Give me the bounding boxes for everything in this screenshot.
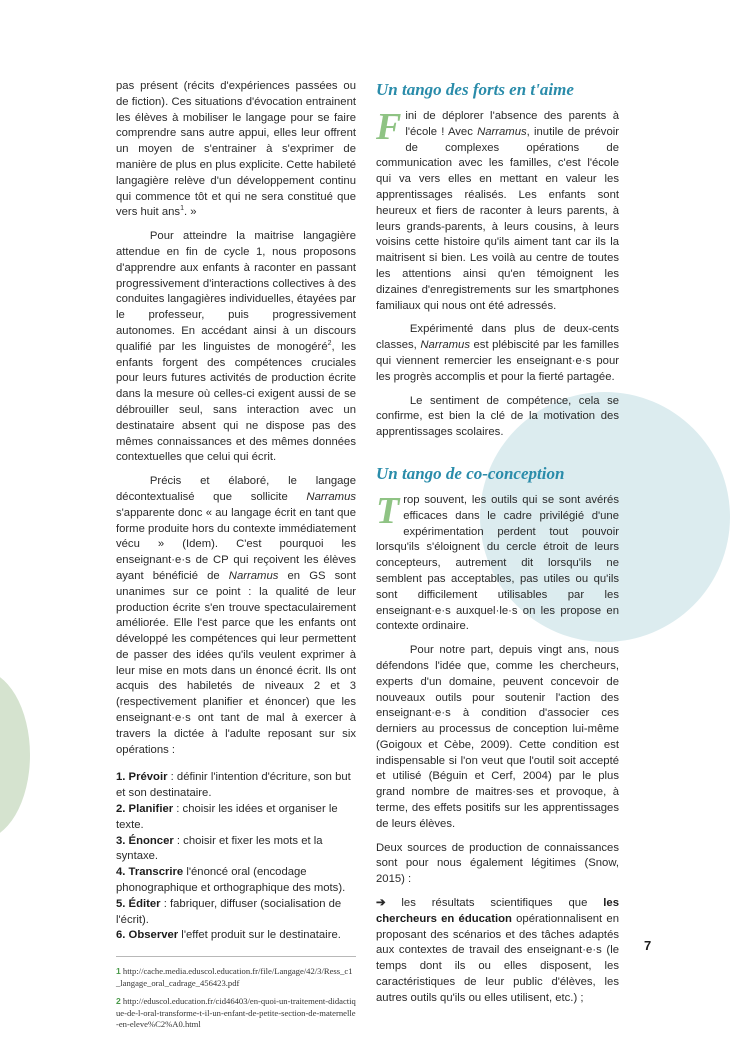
paragraph-competence: Le sentiment de compétence, cela se confirme, est bien la clé de la motivation des apprentissages scolaires. [376,394,619,439]
operation-item: 4. Transcrire l'énoncé oral (encodage phonographique et orthographique des mots). [116,866,346,895]
operation-item: 3. Énoncer : choisir et fixer les mots et la syntaxe. [116,834,323,863]
operations-list [116,770,356,944]
drop-cap: F [376,106,402,148]
page-number: 7 [644,938,652,953]
paragraph-intro: pas présent (récits d'expériences passées ou de fiction). Ces situations d'évocation entrainent les élèves à mobiliser le langage pour se faire comprendre sans autre appui, elles leur offrent un moyen de s'entrainer à s'exprimer de manière de plus en plus explicite. Cette habileté langagière relève d'un développement continu qui commence tôt et qui ne sera constitué que vers huit ans$^1$. » [116,80,356,219]
operation-item: 6. Observer l'effet produit sur le destinataire. [116,929,341,942]
arrow-right-icon: ➔ [376,897,386,910]
operation-item: 1. Prévoir : définir l'intention d'écriture, son but et son destinataire. [116,771,351,800]
left-column [116,79,356,1038]
operation-item: 5. Éditer : fabriquer, diffuser (socialisation de l'écrit). [116,897,342,926]
footnote-1[interactable]: 1 http://cache.media.eduscol.education.fr/file/Langage/42/3/Ress_c1_langage_oral_cadrage_456423.pdf [116,966,353,988]
paragraph-langage: Précis et élaboré, le langage décontextualisé que sollicite Narramus s'apparente donc « au langage écrit en tant que forme produite hors du contexte immédiatement vécu » (Idem). C'est pourquoi les enseignant·e·s de CP qui reçoivent les élèves ayant bénéficié de Narramus en GS sont unanimes sur ce point : la qualité de leur production écrite s'en trouve spectaculairement améliorée. Elle l'est parce que les enfants ont développé les compétences qui leur permettent de passer des idées qu'ils veulent exprimer à leur mise en mots dans un énoncé écrit. Ils ont acquis des habiletés de niveaux 2 et 3 (respectivement planifier et énoncer) que les enseignant·e·s ont tant de mal à exercer à travers la dictée à l'adulte reposant sur six opérations : [116,475,356,756]
paragraph-resultats: ➔ les résultats scientifiques que les chercheurs en éducation opérationnalisent en proposant des scénarios et des tâches adaptés aux contextes de travail des enseignant·e·s (le temps dont ils ou elles disposent, les caractéristiques de leur public d'élèves, les autres outils qu'ils ou elles utilisent, etc.) ; [376,897,619,1004]
paragraph-maitrise: Pour atteindre la maitrise langagière attendue en fin de cycle 1, nous proposons d'apprendre aux enfants à raconter en passant progressivement d'interactions collectives à des conduites langagières individuelles, étayées par le professeur, puis progressivement autonomes. En accédant ainsi à un discours qualifié par les linguistes de monogéré$^2$, les enfants forgent des compétences cruciales pour leurs futures activités de production écrite dans la mesure où celles-ci exigent aussi de se débrouiller seul, sans interaction avec un destinataire absent qui ne dispose pas des mêmes connaissances et des mêmes données contextuelles que celui qui écrit. [116,230,356,464]
paragraph-experimente: Expérimenté dans plus de deux-cents classes, Narramus est plébiscité par les familles qui viennent remercier les enseignant·e·s pour les progrès accomplis et pour la fierté partagée. [376,323,619,383]
paragraph-familles: Fini de déplorer l'absence des parents à l'école ! Avec Narramus, inutile de prévoir de complexes opérations de communication avec les familles, c'est l'école qui va vers elles en mettant en valeur les apprentissages réalisés. Les enfants sont heureux et fiers de raconter à leurs parents, à leurs grands-parents, à leurs cousins, à leurs voisins cette histoire qu'ils aiment tant car ils la maitrisent si bien. Les voilà au centre de toutes les attentions ainsi qu'en témoignent les dizaines d'enregistrements sur les smartphones familiaux qui nous ont été adressés. [376,106,620,312]
footnote-2[interactable]: 2 http://eduscol.education.fr/cid46403/en-quoi-un-traitement-didactique-de-l-oral-transforme-t-il-un-enfant-de-petite-section-de-maternelle-en-eleve%C2%A0.html [116,996,356,1030]
footnote-ref-1[interactable]: 1 [180,205,184,213]
operation-item: 2. Planifier : choisir les idées et organiser le texte. [116,803,338,831]
decorative-green-shape [0,670,30,840]
paragraph-outils: Trop souvent, les outils qui se sont avérés efficaces dans le cadre privilégié d'une expérimentation perdent tout pouvoir lorsqu'ils s'éloignent du cercle étroit de leurs concepteurs, autrement dit lorsqu'ils ne semblent pas acceptables, pas utiles ou qu'ils sont difficilement utilisables par les enseignant·e·s auxquel·le·s on les propose en contexte ordinaire. [376,489,619,633]
section-title-forts: Un tango des forts en t'aime [376,80,574,99]
paragraph-chercheurs: Pour notre part, depuis vingt ans, nous défendons l'idée que, comme les chercheurs, experts d'un domaine, peuvent concevoir de nouveaux outils pour soutenir l'action des enseignant·e·s à condition d'associer ces derniers au processus de conception lui-même (Goigoux et Cèbe, 2009). Cette condition est indispensable si l'on veut que l'outil soit accepté et utilisé (Béguin et Cerf, 2004) par le plus grand nombre de maitres·ses et provoque, à terme, des effets positifs sur les apprentissages de leurs élèves. [376,644,619,830]
section-title-coconception: Un tango de co-conception [376,463,565,483]
footnotes [116,956,356,1031]
paragraph-sources: Deux sources de production de connaissances sont pour nous également légitimes (Snow, 2015) : [376,841,619,886]
drop-cap: T [376,489,400,532]
footnote-ref-2[interactable]: 2 [327,339,332,347]
right-column [376,79,619,1007]
